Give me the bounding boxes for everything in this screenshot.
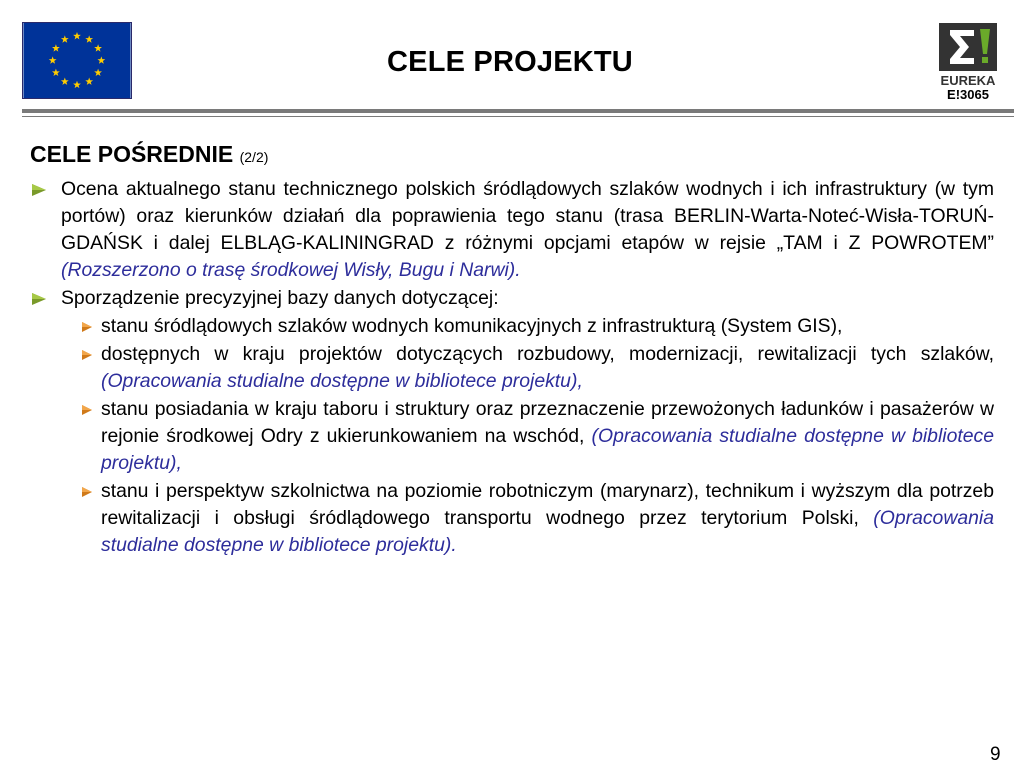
section-subtitle [30, 141, 994, 171]
sub-list-item-text: stanu śródlądowych szlaków wodnych komunikacyjnych z infrastrukturą (System GIS), [101, 315, 843, 337]
sub-list-item-note-suffix: , [577, 370, 583, 392]
page-number: 9 [990, 744, 1001, 765]
sub-list-item-note: (Opracowania studialne dostępne w bibliotece projektu), [101, 425, 995, 474]
small-arrow-bullet-icon [82, 322, 92, 332]
eureka-code: E!3065 [947, 87, 989, 102]
sub-list-item-text: stanu i perspektyw szkolnictwa na poziomie robotniczym (marynarz), technikum i wyższym dla potrzeb rewitalizacji i obsługi śródlądowego transportu wodnego przez terytorium Polski, [101, 480, 994, 529]
header-divider-thick [22, 109, 1014, 113]
page-title: CELE PROJEKTU [387, 46, 633, 78]
sub-list-item [30, 396, 994, 477]
sub-list-item-note: (Opracowania studialne dostępne w bibliotece projektu). [101, 507, 994, 556]
sub-list-item-text: dostępnych w kraju projektów dotyczących rozbudowy, modernizacji, rewitalizacji tych szlaków, [101, 343, 994, 365]
small-arrow-bullet-icon [82, 350, 92, 360]
eureka-word: EUREKA [940, 73, 996, 88]
section-subtitle-text: CELE POŚREDNIE [30, 141, 234, 167]
header-divider-thin [22, 116, 1014, 117]
sub-list-item [30, 341, 994, 395]
list-item-text: Sporządzenie precyzyjnej bazy danych dotyczącej: [61, 287, 499, 309]
eureka-logo [936, 22, 1000, 102]
list-item [30, 176, 994, 284]
slide-content [30, 141, 994, 559]
sub-list-item-note: (Opracowania studialne dostępne w bibliotece projektu) [101, 370, 578, 392]
sub-list-item-text: stanu posiadania w kraju taboru i struktury oraz przeznaczenie przewożonych ładunków i pasażerów w rejonie środkowej Odry z ukierunkowaniem na wschód, [101, 398, 994, 447]
list-item-note: (Rozszerzono o trasę środkowej Wisły, Bugu i Narwi). [61, 259, 521, 281]
list-item-text: Ocena aktualnego stanu technicznego polskich śródlądowych szlaków wodnych i ich infrastruktury (w tym portów) oraz kierunków działań dla poprawienia tego stanu (trasa BERLIN-Warta-Noteć-Wisła-TORUŃ-GDAŃSK i dalej ELBLĄG-KALININGRAD z różnymi opcjami etapów w rejsie „TAM i Z POWROTEM” [61, 178, 994, 254]
section-part: (2/2) [239, 149, 269, 165]
arrow-bullet-icon [32, 184, 46, 196]
sub-list-item [30, 478, 994, 559]
list-item [30, 285, 994, 312]
sub-list-item [30, 313, 994, 340]
eu-flag-icon [22, 22, 132, 99]
arrow-bullet-icon [32, 293, 46, 305]
small-arrow-bullet-icon [82, 487, 92, 497]
small-arrow-bullet-icon [82, 405, 92, 415]
